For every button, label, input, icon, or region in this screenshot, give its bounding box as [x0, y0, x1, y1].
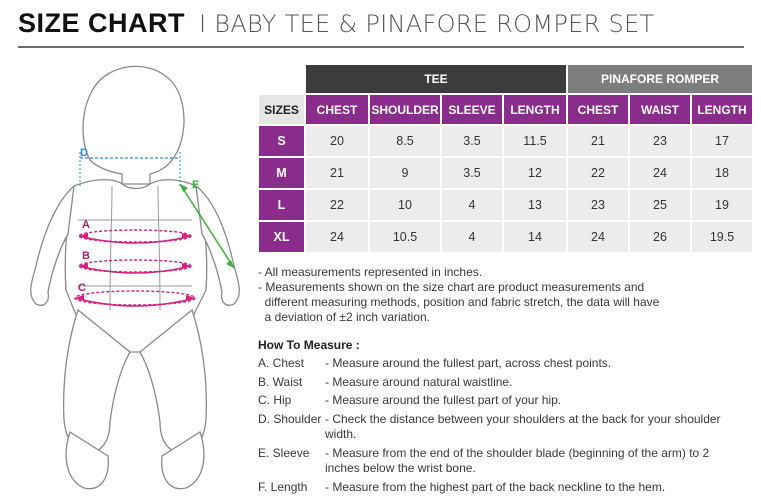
table-cell: 4 [442, 222, 502, 252]
table-cell: 21 [568, 126, 628, 156]
note-line: a deviation of ±2 inch variation. [258, 310, 431, 324]
title-divider [18, 46, 744, 48]
table-cell: 12 [504, 158, 566, 188]
title-sub: I BABY TEE & PINAFORE ROMPER SET [199, 10, 655, 38]
title-main: SIZE CHART [18, 8, 185, 38]
col-header: LENGTH [504, 95, 566, 124]
col-header: SLEEVE [442, 95, 502, 124]
column-header-row [259, 95, 752, 124]
table-cell: 21 [306, 158, 368, 188]
size-label: XL [259, 222, 304, 252]
how-to-key: A. Chest [258, 356, 305, 370]
label-b: B [82, 250, 90, 262]
how-to-desc: - Measure from the highest part of the back neckline to the hem. [325, 479, 666, 494]
group-pinafore: PINAFORE ROMPER [568, 65, 752, 93]
how-to-item [258, 480, 738, 496]
how-to-desc: - Check the distance between your shoulders at the back for your shoulder width. [325, 411, 721, 441]
table-row [259, 190, 752, 220]
table-cell: 22 [568, 158, 628, 188]
note-line: - Measurements shown on the size chart are product measurements and [258, 280, 645, 294]
how-to-item [258, 375, 738, 391]
group-tee: TEE [306, 65, 566, 93]
table-cell: 25 [630, 190, 690, 220]
table-cell: 24 [306, 222, 368, 252]
how-to-key: C. Hip [258, 393, 292, 407]
label-e: E [192, 179, 200, 191]
size-chart-table [257, 63, 754, 254]
table-cell: 4 [442, 190, 502, 220]
size-label: S [259, 126, 304, 156]
how-to-item [258, 412, 738, 443]
table-row [259, 126, 752, 156]
table-cell: 9 [370, 158, 440, 188]
table-cell: 3.5 [442, 158, 502, 188]
group-header-row [259, 65, 752, 93]
table-cell: 18 [692, 158, 752, 188]
table-cell: 24 [630, 158, 690, 188]
table-cell: 11.5 [504, 126, 566, 156]
table-cell: 19.5 [692, 222, 752, 252]
table-cell: 23 [568, 190, 628, 220]
col-header: LENGTH [692, 95, 752, 124]
table-cell: 26 [630, 222, 690, 252]
how-to-key: D. Shoulder [258, 411, 322, 426]
table-cell: 17 [692, 126, 752, 156]
how-to-item [258, 356, 738, 372]
table-cell: 14 [504, 222, 566, 252]
table-cell: 23 [630, 126, 690, 156]
how-to-measure [258, 338, 738, 498]
col-header: CHEST [306, 95, 368, 124]
table-row [259, 158, 752, 188]
how-to-key: E. Sleeve [258, 445, 310, 460]
how-to-item [258, 393, 738, 409]
how-to-heading: How To Measure : [258, 338, 360, 352]
size-label: M [259, 158, 304, 188]
label-c: C [78, 282, 86, 294]
table-cell: 24 [568, 222, 628, 252]
how-to-desc: - Measure around natural waistline. [325, 374, 513, 389]
table-cell: 8.5 [370, 126, 440, 156]
note-line: - All measurements represented in inches. [258, 265, 483, 279]
col-header: CHEST [568, 95, 628, 124]
baby-outline [31, 66, 240, 488]
how-to-key: B. Waist [258, 374, 303, 389]
size-label: L [259, 190, 304, 220]
sizes-header: SIZES [259, 95, 304, 124]
how-to-item [258, 446, 738, 477]
how-to-desc: - Measure around the fullest part of your hip. [325, 393, 562, 407]
table-cell: 20 [306, 126, 368, 156]
table-cell: 13 [504, 190, 566, 220]
col-header: WAIST [630, 95, 690, 124]
how-to-desc: - Measure from the end of the shoulder blade (beginning of the arm) to 2 inches below the wrist bone. [325, 445, 710, 475]
col-header: SHOULDER [370, 95, 440, 124]
table-cell: 19 [692, 190, 752, 220]
baby-measurement-illustration [18, 60, 250, 500]
table-cell: 10.5 [370, 222, 440, 252]
label-d: D [80, 147, 88, 159]
table-cell: 22 [306, 190, 368, 220]
table-row [259, 222, 752, 252]
table-cell: 3.5 [442, 126, 502, 156]
table-cell: 10 [370, 190, 440, 220]
label-a: A [82, 219, 90, 231]
how-to-desc: - Measure around the fullest part, across chest points. [325, 356, 612, 370]
measurement-notes [258, 265, 728, 325]
page-title [18, 8, 654, 46]
how-to-key: F. Length [258, 479, 308, 494]
note-line: different measuring methods, position and fabric stretch, the data will have [258, 295, 660, 309]
